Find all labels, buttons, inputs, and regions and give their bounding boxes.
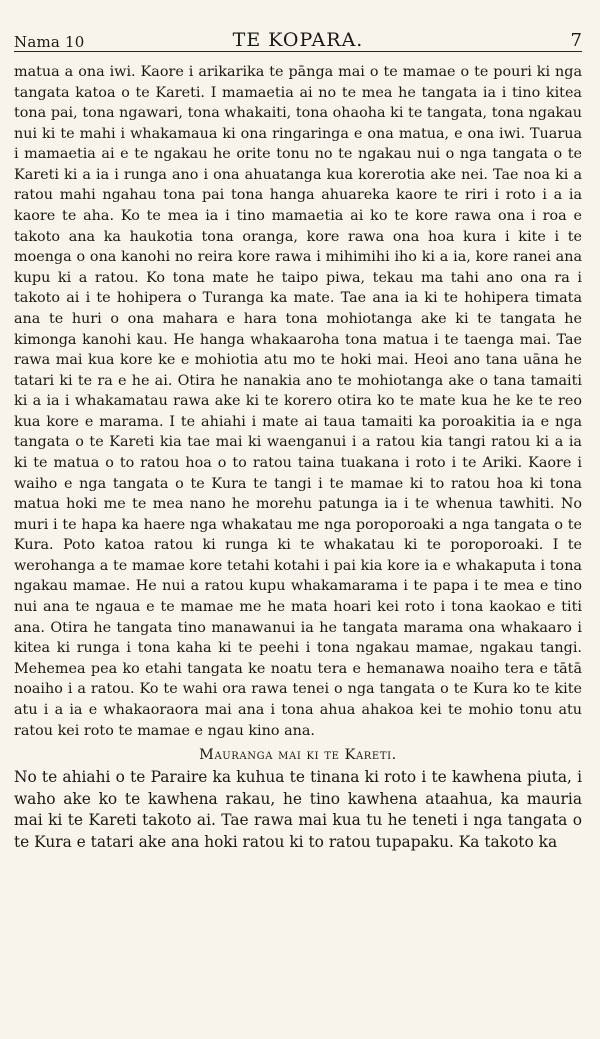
page-number: 7 [570, 30, 582, 51]
article-paragraph: matua a ona iwi. Kaore i arikarika te pānga mai o te mamae o te pouri ki nga tangata katoa o te Kareti. I mamaetia ai no te mea he tangata ia i tino kitea tona pai, tona ngawari, tona whakaiti, tona ohaoha ki te tangata, tona ngakau nui ki te mahi i whakamaua ki ona ringaringa e ona matua, e ona iwi. Tuarua i mamaetia ai e te ngakau he orite tonu no te ngakau nui o nga tangata o te Kareti ki a ia i runga ano i ona ahuatanga kua korerotia ake nei. Tae noa ki a ratou mahi ngahau tona pai tona hanga ahuareka kaore te riri i roto i a ia kaore te aha. Ko te mea ia i tino mamaetia ai ko te kore rawa ona i roa e takoto ana ka haukotia tona oranga, kore rawa ona hoa kura i kite i te moenga o ona kanohi no reira kore rawa i mihimihi iho ki a ia, kore ranei ana kupu ki a ratou. Ko tona mate he taipo piwa, tekau ma tahi ano ona ra i takoto ai i te hohipera o Turanga ka mate. Tae ana ia ki te hohipera timata ana te huri o ona mahara e hara tona mohiotanga ake ki te tangata he kimonga kanohi kau. He hanga whakaaroha tona matua i te taenga mai. Tae rawa mai kua kore ke e mohiotia atu mo te hoki mai. Heoi ano tana uāna he tatari ki te ra e he ai. Otira he nanakia ano te mohiotanga ake o tana tamaiti ki a ia i whakamatau rawa ake ki te korero otira ko te mate kua he ke te reo kua kore e marama. I te ahiahi i mate ai taua tamaiti ka poroakitia ia e nga tangata o te Kareti kia tae mai ki waenganui i a ratou kia tangi ratou ki a ia ki te matua o to ratou hoa o to ratou taina tuakana i roto i te Ariki. Kaore i waiho e nga tangata o te Kura te tangi i te mamae ki to ratou hoa ki tona matua hoki me te mea nano he morehu patunga ia i te whenua tawhiti. No muri i te hapa ka haere nga whakatau me nga poroporoaki a nga tangata o te Kura. Poto katoa ratou ki runga ki te whakatau ki te poroporoaki. I te werohanga a te mamae kore tetahi kotahi i pai kia kore ia e whakaputa i tona ngakau mamae. He nui a ratou kupu whakamarama i te papa i te mea e tino nui ana te ngaua e te mamae me he mata hoari kei roto i tona kaokao e titi ana. Otira he tangata tino manawanui ia he tangata marama ona whakaaro i kitea ki runga i tona kaha ki te peehi i tona ngakau mamae, ngakau tangi. Mehemea pea ko etahi tangata ke noatu tera e hemanawa noaiho tera e tātā noaiho i a ratou. Ko te wahi ora rawa tenei o nga tangata o te Kura ko te kite atu i a ia e whakaoraora mai ana i tona ahua ahakoa kei te mohio tonu atu ratou kei roto te mamae e ngau kino ana. [14, 64, 582, 739]
article-body-continued [14, 767, 582, 853]
article-paragraph: No te ahiahi o te Paraire ka kuhua te tinana ki roto i te kawhena piuta, i waho ake ko te kawhena rakau, he tino kawhena ataahua, ka mauria mai ki te Kareti takoto ai. Tae rawa mai kua tu he teneti i nga tangata o te Kura e tatari ake ana hoki ratou ki to ratou tupapaku. Ka takoto ka [14, 768, 582, 851]
article-body [14, 62, 582, 741]
section-subheading: Mauranga mai ki te Kareti. [199, 747, 397, 764]
page-header [14, 0, 582, 52]
issue-number: Nama 10 [14, 33, 85, 51]
masthead-title: TE KOPARA. [232, 29, 364, 51]
